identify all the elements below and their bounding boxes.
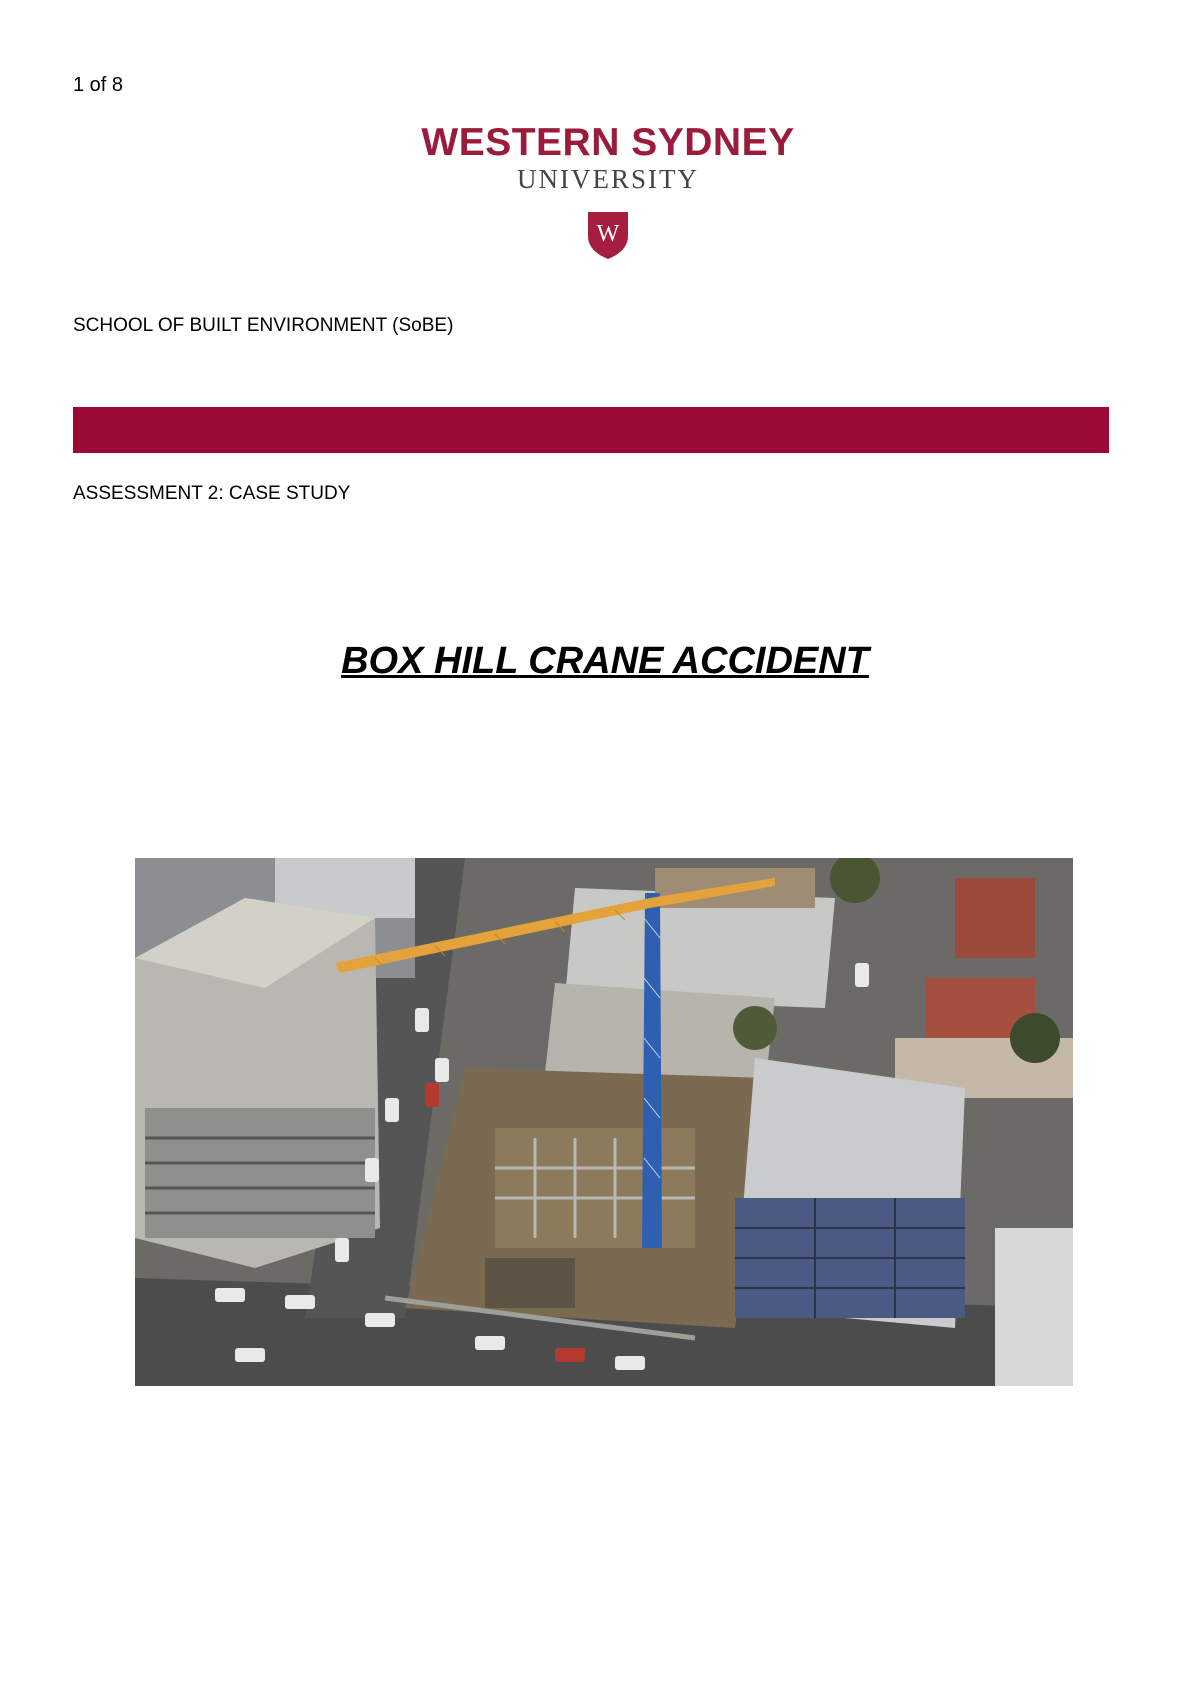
university-logo: [420, 122, 796, 282]
header-divider-bar: [73, 407, 1109, 453]
svg-text:W: W: [596, 221, 620, 247]
logo-name-line2: UNIVERSITY: [517, 164, 699, 194]
school-name: SCHOOL OF BUILT ENVIRONMENT (SoBE): [73, 315, 454, 336]
logo-name-line1: WESTERN SYDNEY: [421, 121, 795, 164]
construction-site-photo: [135, 858, 1073, 1386]
page-number: 1 of 8: [73, 74, 124, 96]
shield-icon: [586, 210, 630, 260]
document-title: BOX HILL CRANE ACCIDENT: [341, 640, 869, 682]
assessment-label: ASSESSMENT 2: CASE STUDY: [73, 483, 351, 504]
